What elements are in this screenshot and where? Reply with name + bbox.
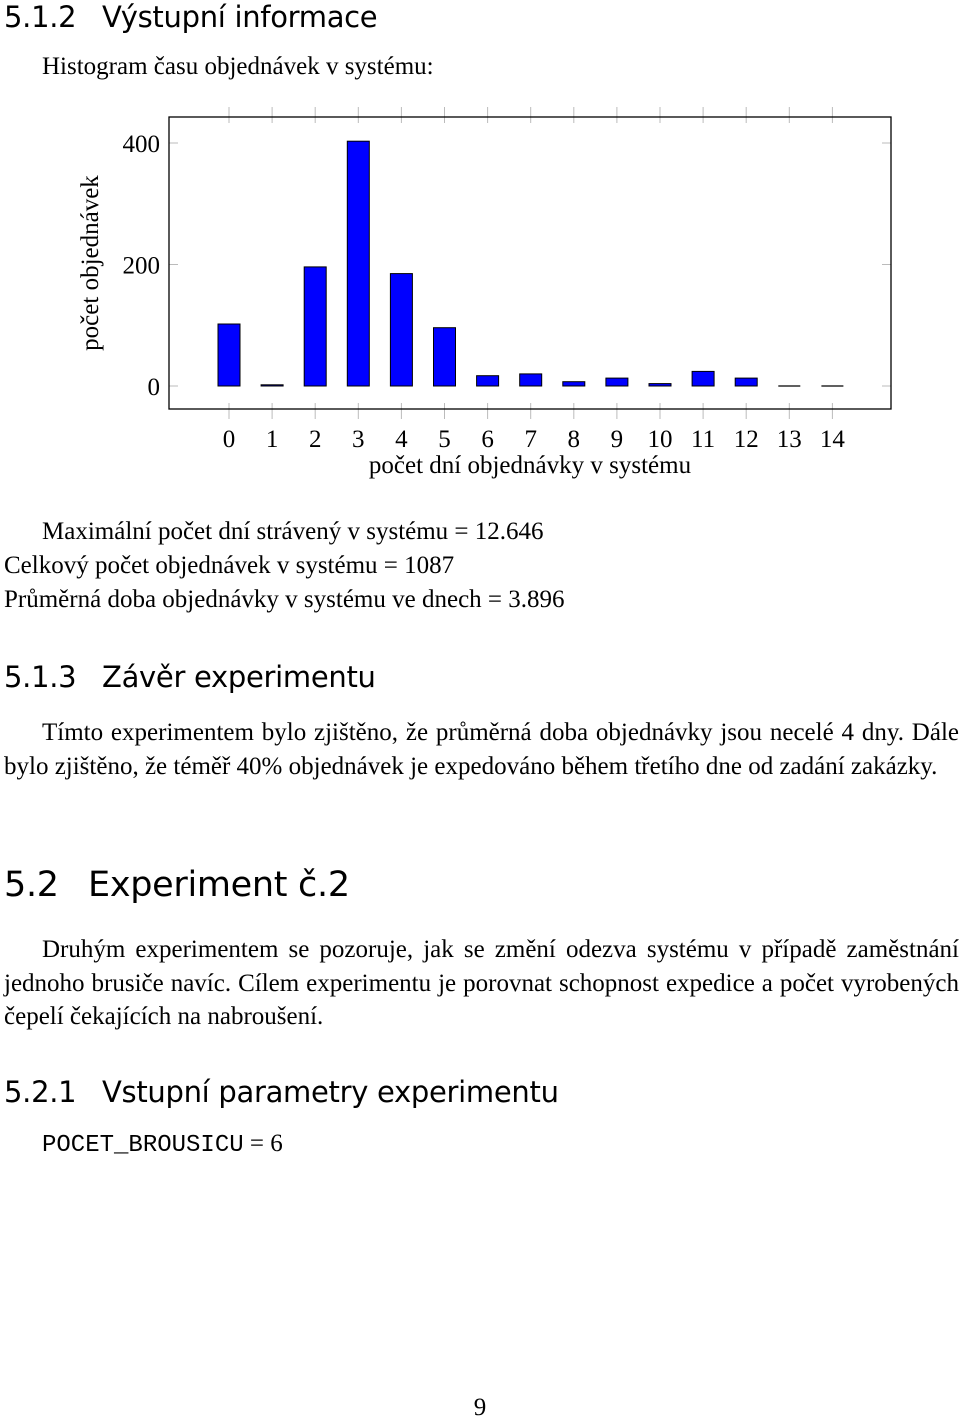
bar-5 bbox=[434, 328, 456, 386]
histogram-intro: Histogram času objednávek v systému: bbox=[42, 53, 434, 80]
axis-ticks bbox=[169, 107, 891, 419]
x-tick-label: 14 bbox=[819, 426, 845, 453]
bar-2 bbox=[304, 267, 326, 386]
y-tick-label: 400 bbox=[122, 131, 160, 158]
x-tick-label: 9 bbox=[610, 426, 624, 453]
conclusion-paragraph: Tímto experimentem bylo zjištěno, že průměrná doba objednávky jsou necelé 4 dny. Dále bylo zjištěno, že téměř 40% objednávek je expedováno během třetího dne od zadání zakázky. bbox=[4, 719, 959, 780]
bar-7 bbox=[520, 374, 542, 386]
x-tick-label: 3 bbox=[352, 426, 365, 453]
experiment-paragraph: Druhým experimentem se pozoruje, jak se změní odezva systému v případě zaměstnání jednoho brusiče navíc. Cílem experimentu je porovnat schopnost expedice a počet vyrobených čepelí čekajících na nabroušení. bbox=[4, 936, 959, 1030]
parameter-value: = 6 bbox=[249, 1130, 283, 1157]
y-tick-label: 0 bbox=[147, 374, 160, 401]
x-tick-label: 1 bbox=[265, 426, 279, 453]
x-tick-label: 12 bbox=[733, 426, 759, 453]
section-title: Vstupní parametry experimentu bbox=[102, 1075, 559, 1109]
section-heading-5-2-1 bbox=[4, 1075, 559, 1109]
bar-3 bbox=[347, 141, 369, 386]
bar-11 bbox=[692, 371, 714, 386]
bar-10 bbox=[649, 384, 671, 386]
input-parameter bbox=[42, 1130, 283, 1159]
x-tick-label: 7 bbox=[524, 426, 537, 453]
x-tick-label: 5 bbox=[438, 426, 451, 453]
x-axis-label: počet dní objednávky v systému bbox=[368, 452, 692, 479]
stat-max-days: Maximální počet dní strávený v systému = 12.646 bbox=[42, 518, 544, 545]
page-number: 9 bbox=[473, 1394, 487, 1421]
x-tick-label: 2 bbox=[308, 426, 322, 453]
section-heading-5-1-3 bbox=[4, 660, 376, 694]
x-tick-labels bbox=[223, 426, 846, 453]
plot-frame bbox=[169, 117, 891, 409]
bar-8 bbox=[563, 382, 585, 386]
section-title: Experiment č.2 bbox=[88, 865, 350, 905]
stat-average-duration: Průměrná doba objednávky v systému ve dnech = 3.896 bbox=[4, 586, 565, 613]
x-tick-label: 4 bbox=[395, 426, 408, 453]
parameter-name: POCET_BROUSICU bbox=[42, 1132, 244, 1159]
section-number: 5.2 bbox=[4, 865, 59, 905]
y-axis-label: počet objednávek bbox=[77, 175, 104, 351]
section-number: 5.1.3 bbox=[4, 660, 77, 694]
x-tick-label: 0 bbox=[222, 426, 236, 453]
x-tick-label: 6 bbox=[481, 426, 494, 453]
bars bbox=[218, 141, 843, 386]
y-tick-label: 200 bbox=[122, 252, 160, 280]
section-heading-5-2 bbox=[4, 865, 350, 905]
bar-6 bbox=[477, 376, 499, 386]
x-tick-label: 8 bbox=[567, 426, 581, 453]
bar-0 bbox=[218, 324, 240, 386]
bar-1 bbox=[261, 385, 283, 386]
x-tick-label: 13 bbox=[776, 426, 802, 453]
bar-12 bbox=[735, 378, 757, 386]
section-title: Výstupní informace bbox=[102, 0, 378, 34]
stat-total-orders: Celkový počet objednávek v systému = 1087 bbox=[4, 552, 455, 579]
histogram-chart bbox=[0, 0, 960, 490]
section-title: Závěr experimentu bbox=[102, 660, 376, 694]
y-tick-labels bbox=[123, 131, 161, 401]
bar-9 bbox=[606, 378, 628, 386]
x-tick-label: 11 bbox=[691, 426, 716, 453]
bar-4 bbox=[390, 274, 412, 386]
section-number: 5.1.2 bbox=[4, 0, 77, 34]
section-number: 5.2.1 bbox=[4, 1075, 77, 1109]
x-tick-label: 10 bbox=[647, 426, 673, 453]
